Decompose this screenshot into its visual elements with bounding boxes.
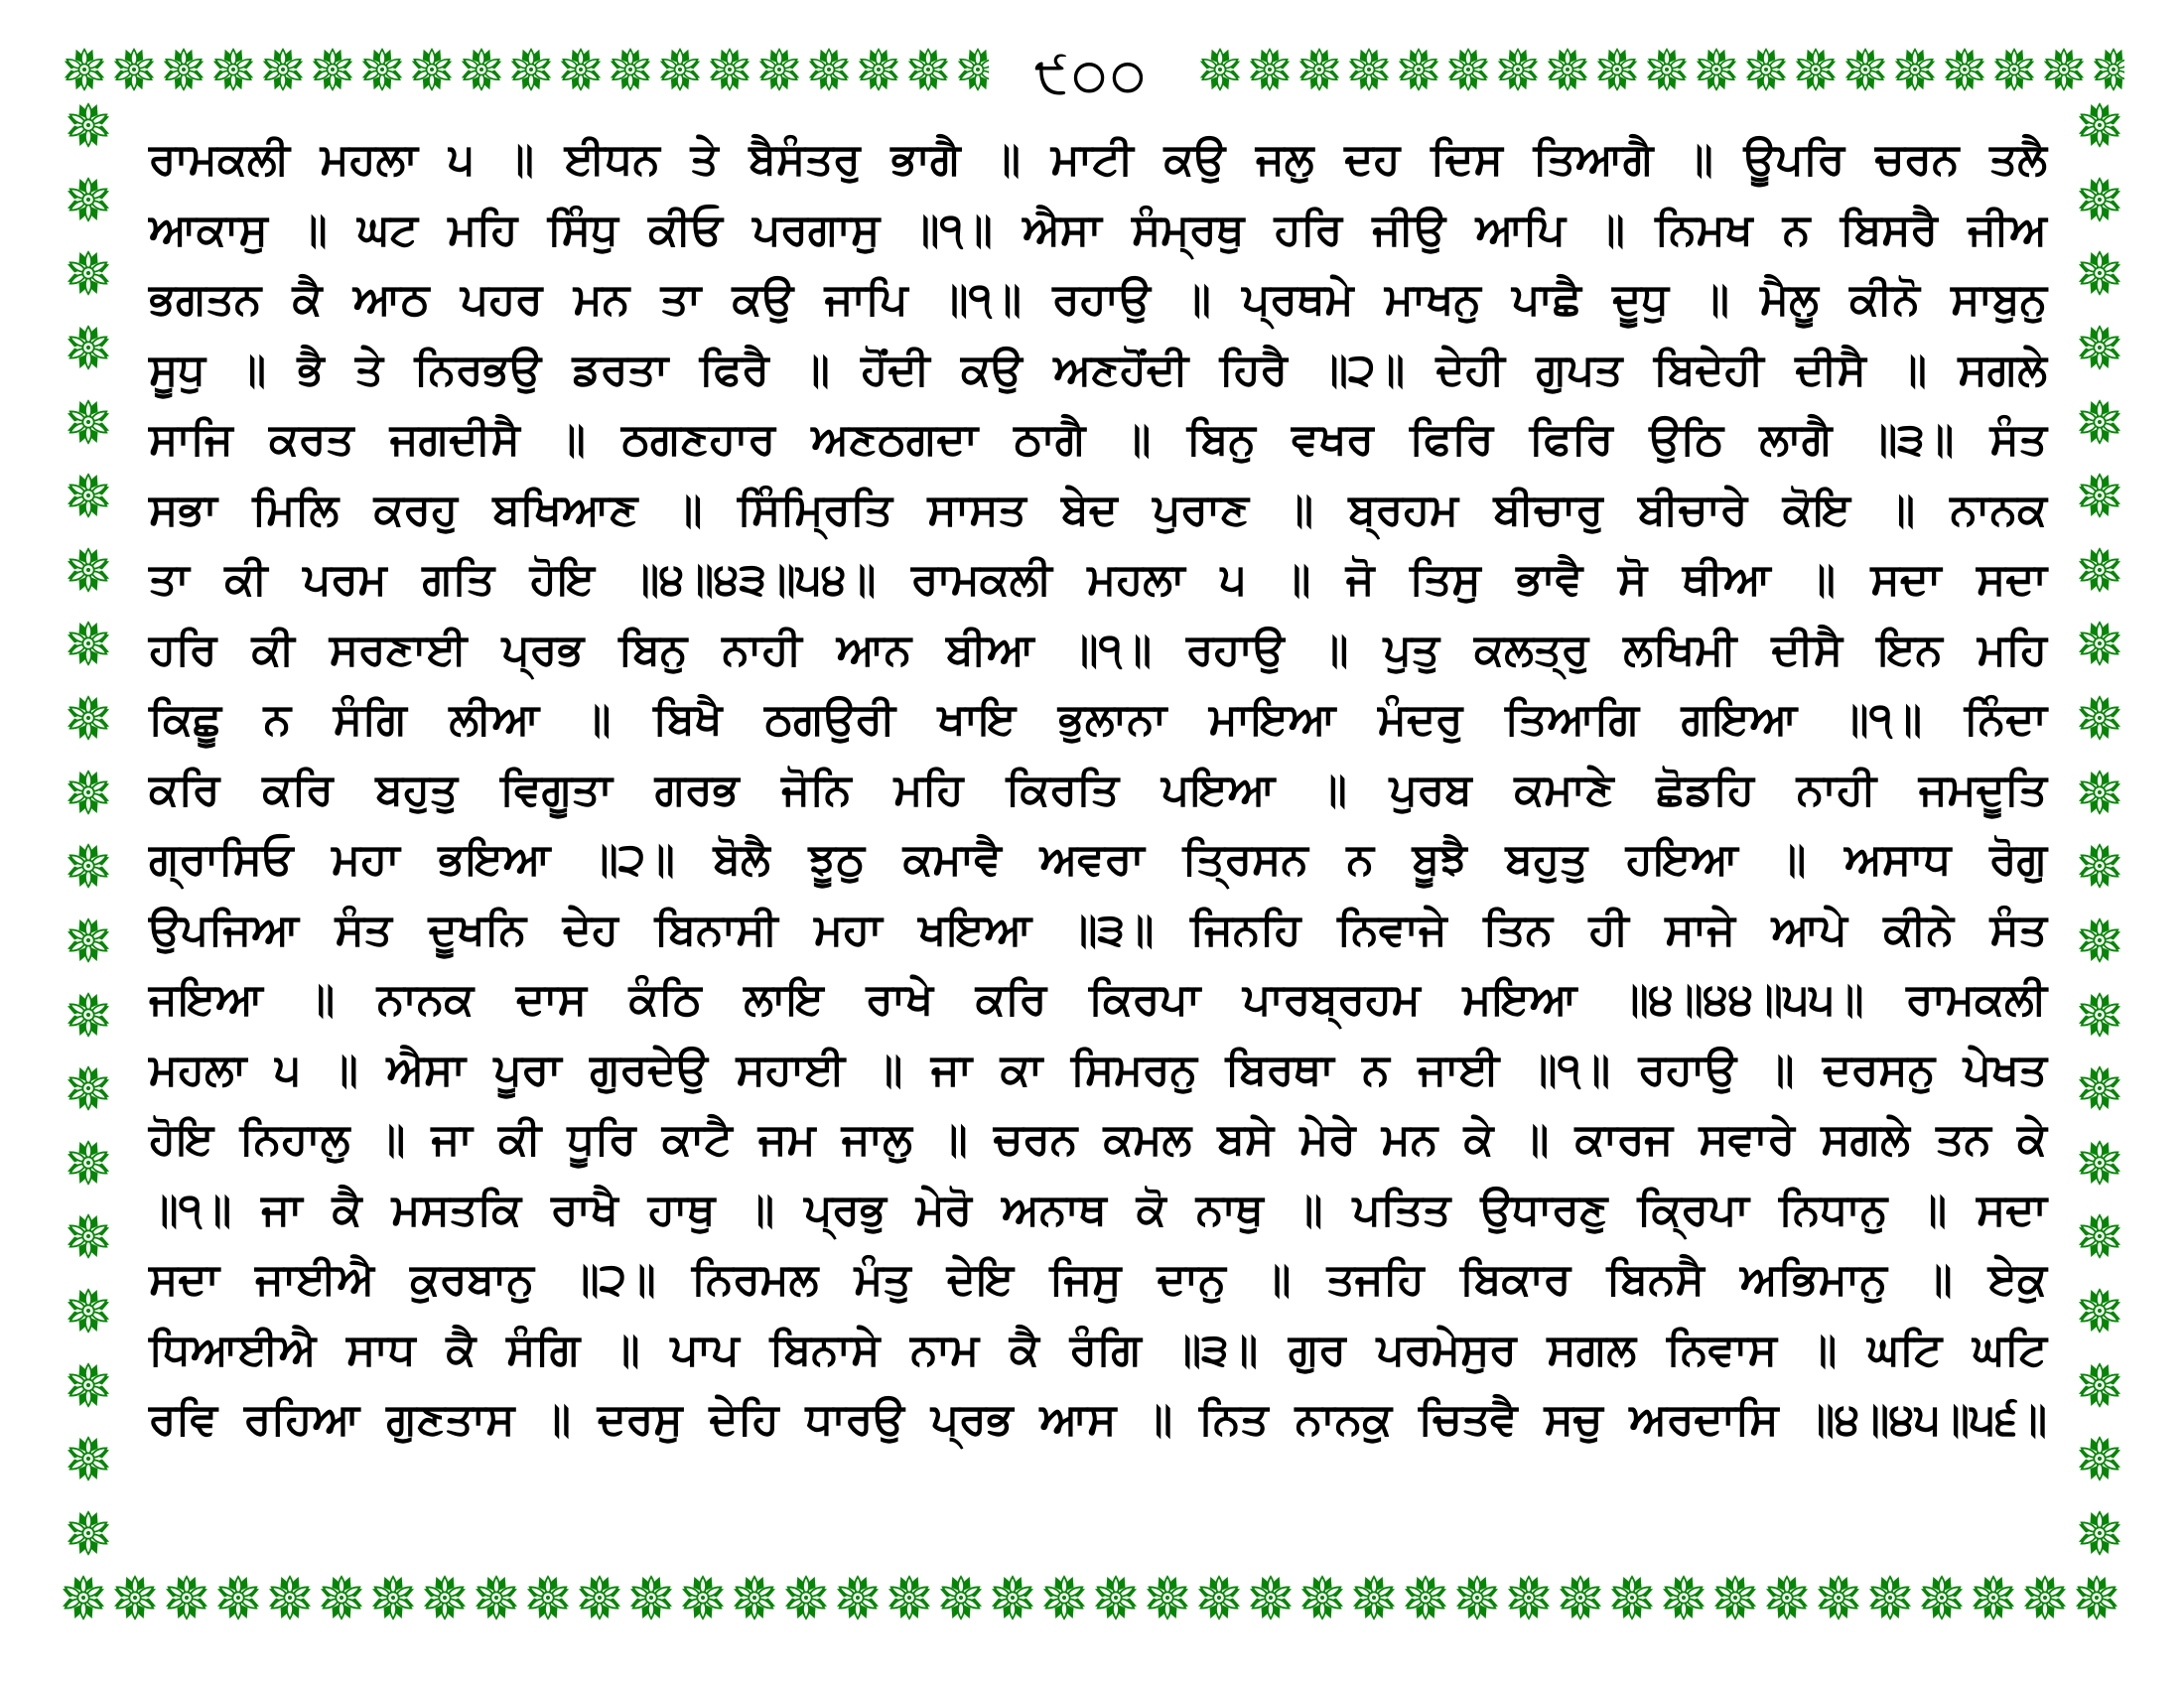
decorative-border-right [2073, 99, 2126, 1559]
flower-border-icon [729, 1572, 780, 1623]
flower-border-run-top-right [1195, 40, 2124, 99]
flower-border-icon [2122, 1572, 2126, 1623]
text-line: ਧਿਆਈਐ ਸਾਧ ਕੈ ਸੰਗਿ ॥ ਪਾਪ ਬਿਨਾਸੇ ਨਾਮ ਕੈ ਰੰਗਿ ॥੩॥ ਗੁਰ ਪਰਮੇਸੁਰ ਸਗਲ ਨਿਵਾਸ ॥ ਘਟਿ ਘਟਿ [149, 1324, 2047, 1375]
flower-border-icon [522, 1572, 574, 1623]
text-line: ਹੋਇ ਨਿਹਾਲੁ ॥ ਜਾ ਕੀ ਧੂਰਿ ਕਾਟੈ ਜਮ ਜਾਲੁ ॥ ਚਰਨ ਕਮਲ ਬਸੇ ਮੇਰੇ ਮਨ ਕੇ ॥ ਕਾਰਜ ਸਵਾਰੇ ਸਗਲੇ ਤਨ ਕੇ [149, 1114, 2047, 1165]
flower-border-icon [308, 45, 357, 94]
flower-border-icon [208, 45, 258, 94]
flower-border-icon [1989, 45, 2039, 94]
flower-border-icon [1193, 1572, 1245, 1623]
flower-border-icon [63, 247, 114, 299]
flower-border-icon [2074, 396, 2125, 448]
flower-border-icon [63, 396, 114, 448]
flower-border-icon [953, 45, 989, 94]
flower-border-icon [1606, 1572, 1658, 1623]
flower-border-icon [1394, 45, 1443, 94]
flower-border-icon [161, 1572, 212, 1623]
flower-border-icon [63, 1062, 114, 1114]
flower-border-icon [1658, 1572, 1709, 1623]
flower-border-icon [63, 840, 114, 892]
flower-border-icon [63, 1507, 114, 1559]
flower-border-icon [2074, 99, 2125, 151]
text-line: ॥੧॥ ਜਾ ਕੈ ਮਸਤਕਿ ਰਾਖੈ ਹਾਥੁ ॥ ਪ੍ਰਭੁ ਮੇਰੋ ਅਨਾਥ ਕੋ ਨਾਥੁ ॥ ਪਤਿਤ ਉਧਾਰਣੁ ਕ੍ਰਿਪਾ ਨਿਧਾਨੁ ॥ ਸਦਾ [149, 1184, 2047, 1235]
flower-border-icon [1890, 45, 1940, 94]
flower-border-icon [1348, 1572, 1400, 1623]
decorative-border-bottom [58, 1567, 2126, 1628]
flower-border-icon [109, 45, 159, 94]
flower-border-icon [2074, 544, 2125, 596]
flower-border-icon [212, 1572, 264, 1623]
text-line: ਸਾਜਿ ਕਰਤ ਜਗਦੀਸੈ ॥ ਠਗਣਹਾਰ ਅਣਠਗਦਾ ਠਾਗੈ ॥ ਬਿਨੁ ਵਖਰ ਫਿਰਿ ਫਿਰਿ ਉਠਿ ਲਾਗੈ ॥੩॥ ਸੰਤ [149, 414, 2047, 465]
flower-border-icon [705, 45, 754, 94]
flower-border-icon [63, 1433, 114, 1484]
flower-border-icon [63, 1359, 114, 1411]
flower-border-icon [677, 1572, 729, 1623]
flower-border-icon [63, 470, 114, 521]
text-line: ਸਭਾ ਮਿਲਿ ਕਰਹੁ ਬਖਿਆਣ ॥ ਸਿੰਮ੍ਰਿਤਿ ਸਾਸਤ ਬੇਦ ਪੁਰਾਣ ॥ ਬ੍ਰਹਮ ਬੀਚਾਰੁ ਬੀਚਾਰੇ ਕੋਇ ॥ ਨਾਨਕ [149, 484, 2047, 535]
flower-border-icon [2074, 1433, 2125, 1484]
text-line: ਸਦਾ ਜਾਈਐ ਕੁਰਬਾਨੁ ॥੨॥ ਨਿਰਮਲ ਮੰਤੁ ਦੇਇ ਜਿਸੁ ਦਾਨੁ ॥ ਤਜਹਿ ਬਿਕਾਰ ਬਿਨਸੈ ਅਭਿਮਾਨੁ ॥ ਏਕੁ [149, 1254, 2047, 1305]
flower-border-icon [2074, 914, 2125, 966]
text-line: ਜਇਆ ॥ ਨਾਨਕ ਦਾਸ ਕੰਠਿ ਲਾਇ ਰਾਖੇ ਕਰਿ ਕਿਰਪਾ ਪਾਰਬ੍ਰਹਮ ਮਇਆ ॥੪॥੪੪॥੫੫॥ ਰਾਮਕਲੀ [149, 974, 2047, 1025]
decorative-border-top [60, 30, 2124, 109]
flower-border-icon [419, 1572, 471, 1623]
flower-border-icon [63, 1285, 114, 1336]
text-line: ਆਕਾਸੁ ॥ ਘਟ ਮਹਿ ਸਿੰਧੁ ਕੀਓ ਪਰਗਾਸੁ ॥੧॥ ਐਸਾ ਸੰਮ੍ਰਥੁ ਹਰਿ ਜੀਉ ਆਪਿ ॥ ਨਿਮਖ ਨ ਬਿਸਰੈ ਜੀਅ [149, 204, 2047, 255]
flower-border-icon [854, 45, 903, 94]
text-line: ਰਵਿ ਰਹਿਆ ਗੁਣਤਾਸ ॥ ਦਰਸੁ ਦੇਹਿ ਧਾਰਉ ਪ੍ਰਭ ਆਸ ॥ ਨਿਤ ਨਾਨਕੁ ਚਿਤਵੈ ਸਚੁ ਅਰਦਾਸਿ ॥੪॥੪੫॥੫੬॥ [149, 1394, 2047, 1445]
flower-border-icon [2074, 767, 2125, 818]
flower-border-icon [1592, 45, 1642, 94]
flower-border-icon [1451, 1572, 1503, 1623]
flower-border-icon [63, 174, 114, 225]
flower-border-icon [407, 45, 457, 94]
flower-border-icon [506, 45, 556, 94]
flower-border-icon [2071, 1572, 2122, 1623]
flower-border-icon [935, 1572, 987, 1623]
flower-border-icon [606, 45, 655, 94]
flower-border-icon [63, 767, 114, 818]
flower-border-icon [1940, 45, 1989, 94]
flower-border-icon [2074, 174, 2125, 225]
flower-border-icon [987, 1572, 1038, 1623]
flower-border-icon [63, 692, 114, 744]
flower-border-icon [1038, 1572, 1090, 1623]
flower-border-icon [2074, 1507, 2125, 1559]
text-line: ਸੂਧੁ ॥ ਭੈ ਤੇ ਨਿਰਭਉ ਡਰਤਾ ਫਿਰੈ ॥ ਹੋਂਦੀ ਕਉ ਅਣਹੋਂਦੀ ਹਿਰੈ ॥੨॥ ਦੇਹੀ ਗੁਪਤ ਬਿਦੇਹੀ ਦੀਸੈ ॥ ਸਗਲੇ [149, 344, 2047, 395]
flower-border-icon [264, 1572, 316, 1623]
flower-border-icon [63, 618, 114, 669]
flower-border-icon [109, 1572, 161, 1623]
flower-border-icon [1297, 1572, 1348, 1623]
flower-border-icon [2074, 1210, 2125, 1262]
text-line: ਕਿਛੂ ਨ ਸੰਗਿ ਲੀਆ ॥ ਬਿਖੈ ਠਗਉਰੀ ਖਾਇ ਭੁਲਾਨਾ ਮਾਇਆ ਮੰਦਰੁ ਤਿਆਗਿ ਗਇਆ ॥੧॥ ਨਿੰਦਾ [149, 694, 2048, 745]
flower-border-icon [574, 1572, 625, 1623]
flower-border-icon [2074, 1285, 2125, 1336]
flower-border-icon [1400, 1572, 1451, 1623]
flower-border-icon [1295, 45, 1344, 94]
flower-border-icon [457, 45, 506, 94]
flower-border-icon [63, 99, 114, 151]
flower-border-icon [1761, 1572, 1813, 1623]
flower-border-icon [2039, 45, 2089, 94]
flower-border-icon [63, 1137, 114, 1189]
text-line: ਹਰਿ ਕੀ ਸਰਣਾਈ ਪ੍ਰਭ ਬਿਨੁ ਨਾਹੀ ਆਨ ਬੀਆ ॥੧॥ ਰਹਾਉ ॥ ਪੁਤੁ ਕਲਤ੍ਰੁ ਲਖਿਮੀ ਦੀਸੈ ਇਨ ਮਹਿ [149, 624, 2047, 675]
flower-border-icon [2074, 322, 2125, 373]
flower-border-icon [1841, 45, 1890, 94]
flower-border-icon [2074, 692, 2125, 744]
flower-border-icon [1090, 1572, 1142, 1623]
flower-border-icon [2019, 1572, 2071, 1623]
text-line: ਕਰਿ ਕਰਿ ਬਹੁਤੁ ਵਿਗੂਤਾ ਗਰਭ ਜੋਨਿ ਮਹਿ ਕਿਰਤਿ ਪਇਆ ॥ ਪੁਰਬ ਕਮਾਣੇ ਛੋਡਹਿ ਨਾਹੀ ਜਮਦੂਤਿ [149, 764, 2047, 815]
page-number: ੯੦੦ [1034, 46, 1150, 105]
flower-border-icon [2074, 1062, 2125, 1114]
flower-border-icon [1344, 45, 1394, 94]
flower-border-icon [471, 1572, 522, 1623]
flower-border-icon [884, 1572, 935, 1623]
flower-border-icon [2074, 618, 2125, 669]
flower-border-icon [754, 45, 804, 94]
flower-border-icon [2074, 247, 2125, 299]
flower-border-icon [1813, 1572, 1864, 1623]
flower-border-icon [1555, 1572, 1606, 1623]
text-line: ਭਗਤਨ ਕੈ ਆਠ ਪਹਰ ਮਨ ਤਾ ਕਉ ਜਾਪਿ ॥੧॥ ਰਹਾਉ ॥ ਪ੍ਰਥਮੇ ਮਾਖਨੁ ਪਾਛੈ ਦੂਧੁ ॥ ਮੈਲੂ ਕੀਨੋ ਸਾਬੁਨੁ [149, 274, 2047, 325]
flower-border-icon [1642, 45, 1692, 94]
flower-border-icon [63, 322, 114, 373]
text-line: ਉਪਜਿਆ ਸੰਤ ਦੂਖਨਿ ਦੇਹ ਬਿਨਾਸੀ ਮਹਾ ਖਇਆ ॥੩॥ ਜਿਨਹਿ ਨਿਵਾਜੇ ਤਿਨ ਹੀ ਸਾਜੇ ਆਪੇ ਕੀਨੇ ਸੰਤ [149, 904, 2047, 955]
flower-border-icon [1791, 45, 1841, 94]
flower-border-icon [804, 45, 854, 94]
flower-border-icon [1692, 45, 1741, 94]
flower-border-icon [903, 45, 953, 94]
flower-border-icon [60, 45, 109, 94]
flower-border-icon [832, 1572, 884, 1623]
flower-border-icon [1864, 1572, 1916, 1623]
flower-border-icon [2074, 989, 2125, 1041]
flower-border-icon [2074, 1137, 2125, 1189]
flower-border-icon [159, 45, 208, 94]
flower-border-icon [1493, 45, 1543, 94]
flower-border-icon [58, 1572, 109, 1623]
flower-border-icon [63, 544, 114, 596]
flower-border-icon [2089, 45, 2124, 94]
flower-border-icon [1503, 1572, 1555, 1623]
flower-border-icon [2074, 470, 2125, 521]
flower-border-icon [258, 45, 308, 94]
flower-border-icon [1741, 45, 1791, 94]
flower-border-icon [316, 1572, 367, 1623]
flower-border-icon [63, 1210, 114, 1262]
flower-border-icon [2074, 840, 2125, 892]
decorative-border-left [62, 99, 115, 1559]
flower-border-icon [357, 45, 407, 94]
flower-border-icon [63, 989, 114, 1041]
flower-border-icon [63, 914, 114, 966]
flower-border-icon [1709, 1572, 1761, 1623]
text-line: ਰਾਮਕਲੀ ਮਹਲਾ ੫ ॥ ਈਧਨ ਤੇ ਬੈਸੰਤਰੁ ਭਾਗੈ ॥ ਮਾਟੀ ਕਉ ਜਲੁ ਦਹ ਦਿਸ ਤਿਆਗੈ ॥ ਊਪਰਿ ਚਰਨ ਤਲੈ [149, 134, 2047, 185]
flower-border-icon [2074, 1359, 2125, 1411]
text-line: ਗ੍ਰਾਸਿਓ ਮਹਾ ਭਇਆ ॥੨॥ ਬੋਲੈ ਝੂਠੁ ਕਮਾਵੈ ਅਵਰਾ ਤ੍ਰਿਸਨ ਨ ਬੂਝੈ ਬਹੁਤੁ ਹਇਆ ॥ ਅਸਾਧ ਰੋਗੁ [149, 834, 2047, 885]
flower-border-icon [1543, 45, 1592, 94]
flower-border-run-top-left [60, 40, 989, 99]
flower-border-icon [1245, 1572, 1297, 1623]
flower-border-icon [655, 45, 705, 94]
flower-border-icon [556, 45, 606, 94]
flower-border-icon [1142, 1572, 1193, 1623]
flower-border-icon [367, 1572, 419, 1623]
scripture-text [149, 125, 2047, 1456]
flower-border-icon [625, 1572, 677, 1623]
flower-border-icon [1195, 45, 1245, 94]
flower-border-icon [1968, 1572, 2019, 1623]
text-line: ਤਾ ਕੀ ਪਰਮ ਗਤਿ ਹੋਇ ॥੪॥੪੩॥੫੪॥ ਰਾਮਕਲੀ ਮਹਲਾ ੫ ॥ ਜੋ ਤਿਸੁ ਭਾਵੈ ਸੋ ਥੀਆ ॥ ਸਦਾ ਸਦਾ [149, 554, 2047, 605]
flower-border-icon [1245, 45, 1295, 94]
flower-border-icon [1443, 45, 1493, 94]
flower-border-icon [780, 1572, 832, 1623]
flower-border-icon [1916, 1572, 1968, 1623]
text-line: ਮਹਲਾ ੫ ॥ ਐਸਾ ਪੂਰਾ ਗੁਰਦੇਉ ਸਹਾਈ ॥ ਜਾ ਕਾ ਸਿਮਰਨੁ ਬਿਰਥਾ ਨ ਜਾਈ ॥੧॥ ਰਹਾਉ ॥ ਦਰਸਨੁ ਪੇਖਤ [149, 1044, 2047, 1095]
